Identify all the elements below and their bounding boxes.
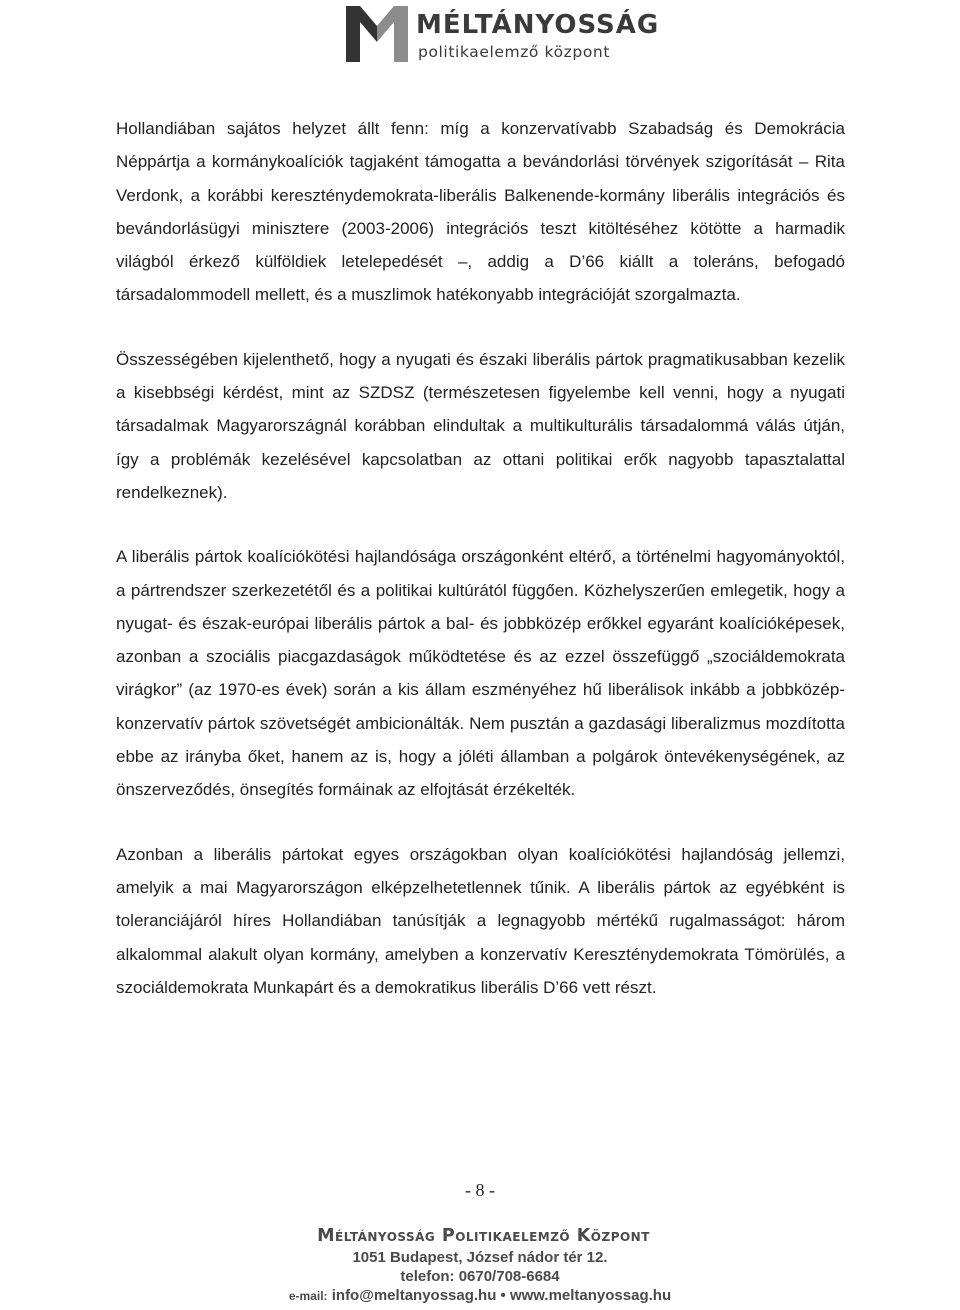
paragraph-3: A liberális pártok koalíciókötési hajlandósága országonként eltérő, a történelmi hagyományoktól, a pártrendszer szerkezetétől és a politikai kultúrától függően. Közhelyszerűen emlegetik, hogy a nyugat- és észak-európai liberális pártok a bal- és jobbközép erőkkel egyaránt koalícióképesek, azonban a szociális piacgazdaságok működtetése és az ezzel összefüggő „szociáldemokrata virágkor” (az 1970-es évek) során a kis állam eszményéhez hű liberálisok inkább a jobbközép-konzervatív pártok szövetségét ambicionálták. Nem pusztán a gazdasági liberalizmus mozdította ebbe az irányba őket, hanem az is, hogy a jóléti államban a polgárok öntevékenységének, az önszerveződés, önsegítés formáinak az elfojtását érzékelték. xyxy=(116,547,845,800)
footer-phone: telefon: 0670/708-6684 xyxy=(400,1268,560,1285)
document-body xyxy=(116,112,845,1035)
paragraph-4: Azonban a liberális pártokat egyes országokban olyan koalíciókötési hajlandóság jellemzi, amelyik a mai Magyarországon elképzelhetetlennek tűnik. A liberális pártok az egyébként is toleranciájáról híres Hollandiában tanúsítják a legnagyobb mértékű rugalmasságot: három alkalommal alakult olyan kormány, amelyben a konzervatív Kereszténydemokrata Tömörülés, a szociáldemokrata Munkapárt és a demokratikus liberális D’66 vett részt. xyxy=(116,844,845,997)
logo-title: MÉLTÁNYOSSÁG xyxy=(416,10,660,40)
logo xyxy=(346,6,660,62)
logo-subtitle: politikaelemző központ xyxy=(418,43,611,61)
paragraph-2: Összességében kijelenthető, hogy a nyugati és északi liberális pártok pragmatikusabban kezelik a kisebbségi kérdést, mint az SZDSZ (természetesen figyelembe kell venni, hogy a nyugati társadalmak Magyarországnál korábban elindultak a multikulturális társadalommá válás útján, így a problémák kezelésével kapcsolatban az ottani politikai erők nagyobb tapasztalattal rendelkeznek). xyxy=(116,349,845,502)
footer-email-web[interactable]: info@meltanyossag.hu • www.meltanyossag.hu xyxy=(331,1287,672,1304)
page-number: - 8 - xyxy=(465,1180,495,1200)
footer xyxy=(0,1224,960,1306)
footer-contact xyxy=(0,1286,960,1306)
logo-m-icon xyxy=(346,6,408,62)
footer-email-label: e-mail: xyxy=(288,1289,328,1303)
footer-address: 1051 Budapest, József nádor tér 12. xyxy=(352,1249,608,1266)
paragraph-1: Hollandiában sajátos helyzet állt fenn: míg a konzervatívabb Szabadság és Demokrácia Néppártja a kormánykoalíciók tagjaként támogatta a bevándorlási törvények szigorítását – Rita Verdonk, a korábbi kereszténydemokrata-liberális Balkenende-kormány liberális integrációs és bevándorlásügyi minisztere (2003-2006) integrációs teszt kitöltéséhez kötötte a harmadik világból érkező külföldiek letelepedését –, addig a D’66 kiállt a toleráns, befogadó társadalommodell mellett, és a muszlimok hatékonyabb integrációját szorgalmazta. xyxy=(116,119,845,305)
footer-organization: Méltányosság Politikaelemző Központ xyxy=(317,1226,650,1246)
